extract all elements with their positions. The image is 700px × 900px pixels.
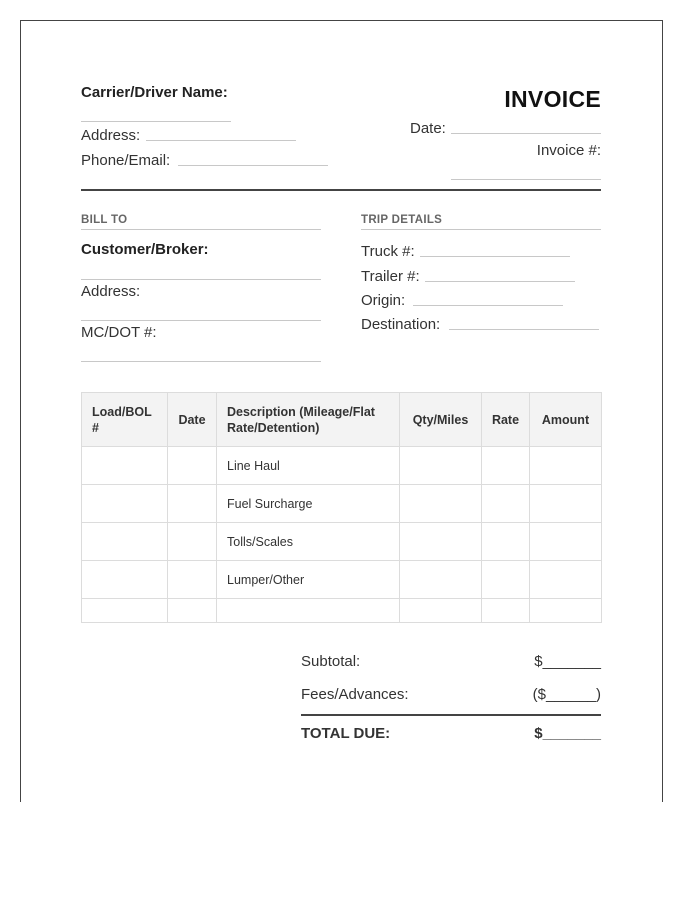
cell-qty-miles[interactable]	[400, 599, 482, 623]
cell-rate[interactable]	[482, 599, 530, 623]
header-load-bol: Load/BOL #	[82, 393, 168, 447]
total-due-label: TOTAL DUE:	[301, 725, 391, 742]
cell-description[interactable]: Tolls/Scales	[217, 523, 400, 561]
cell-qty-miles[interactable]	[400, 485, 482, 523]
bill-to-address-label: Address:	[81, 283, 141, 300]
origin-line[interactable]	[413, 305, 563, 306]
cell-load-bol[interactable]	[82, 523, 168, 561]
cell-date[interactable]	[168, 485, 217, 523]
totals-divider	[301, 714, 601, 716]
subtotal-label: Subtotal:	[301, 653, 361, 670]
cell-date[interactable]	[168, 599, 217, 623]
cell-load-bol[interactable]	[82, 599, 168, 623]
cell-qty-miles[interactable]	[400, 447, 482, 485]
cell-description[interactable]: Line Haul	[217, 447, 400, 485]
cell-description[interactable]: Lumper/Other	[217, 561, 400, 599]
bill-to-heading: BILL TO	[81, 214, 128, 226]
invoice-number-label: Invoice #:	[536, 142, 601, 159]
table-row	[82, 561, 602, 599]
cell-qty-miles[interactable]	[400, 561, 482, 599]
header-qty-miles: Qty/Miles	[400, 393, 482, 447]
header-description: Description (Mileage/Flat Rate/Detention)	[217, 393, 400, 447]
cell-load-bol[interactable]	[82, 485, 168, 523]
table-row	[82, 447, 602, 485]
table-row	[82, 485, 602, 523]
cell-amount[interactable]	[530, 599, 602, 623]
carrier-name-line[interactable]	[81, 121, 231, 122]
invoice-title: INVOICE	[504, 86, 601, 112]
customer-broker-label: Customer/Broker:	[81, 241, 209, 258]
trailer-label: Trailer #:	[361, 268, 420, 285]
bill-to-heading-underline	[81, 229, 321, 230]
carrier-phone-label: Phone/Email:	[81, 152, 171, 169]
table-header-row	[82, 393, 602, 447]
cell-description[interactable]: Fuel Surcharge	[217, 485, 400, 523]
customer-broker-line[interactable]	[81, 279, 321, 280]
line-items-table	[81, 392, 602, 623]
origin-label: Origin:	[361, 292, 406, 309]
cell-amount[interactable]	[530, 447, 602, 485]
cell-load-bol[interactable]	[82, 447, 168, 485]
header-date: Date	[168, 393, 217, 447]
fees-advances-value[interactable]: ($______)	[532, 686, 601, 703]
trip-details-heading-underline	[361, 229, 601, 230]
cell-amount[interactable]	[530, 561, 602, 599]
subtotal-value[interactable]: $_______	[534, 653, 601, 670]
carrier-phone-line[interactable]	[178, 165, 328, 166]
cell-amount[interactable]	[530, 485, 602, 523]
carrier-address-label: Address:	[81, 127, 141, 144]
total-due-value[interactable]: $_______	[534, 725, 601, 742]
trip-details-heading: TRIP DETAILS	[361, 214, 443, 226]
cell-date[interactable]	[168, 447, 217, 485]
header-divider	[81, 189, 601, 191]
mc-dot-line[interactable]	[81, 361, 321, 362]
cell-date[interactable]	[168, 561, 217, 599]
table-row	[82, 599, 602, 623]
invoice-date-label: Date:	[410, 120, 446, 137]
destination-line[interactable]	[449, 329, 599, 330]
invoice-date-line[interactable]	[451, 133, 601, 134]
bill-to-address-line[interactable]	[81, 320, 321, 321]
truck-line[interactable]	[420, 256, 570, 257]
header-rate: Rate	[482, 393, 530, 447]
table-row	[82, 523, 602, 561]
cell-qty-miles[interactable]	[400, 523, 482, 561]
trailer-line[interactable]	[425, 281, 575, 282]
mc-dot-label: MC/DOT #:	[81, 324, 157, 341]
destination-label: Destination:	[361, 316, 441, 333]
cell-date[interactable]	[168, 523, 217, 561]
cell-rate[interactable]	[482, 485, 530, 523]
truck-label: Truck #:	[361, 243, 415, 260]
cell-rate[interactable]	[482, 447, 530, 485]
cell-load-bol[interactable]	[82, 561, 168, 599]
cell-rate[interactable]	[482, 561, 530, 599]
header-amount: Amount	[530, 393, 602, 447]
carrier-address-line[interactable]	[146, 140, 296, 141]
cell-rate[interactable]	[482, 523, 530, 561]
cell-amount[interactable]	[530, 523, 602, 561]
invoice-number-line[interactable]	[451, 179, 601, 180]
cell-description[interactable]	[217, 599, 400, 623]
fees-advances-label: Fees/Advances:	[301, 686, 409, 703]
carrier-name-label: Carrier/Driver Name:	[81, 84, 228, 101]
